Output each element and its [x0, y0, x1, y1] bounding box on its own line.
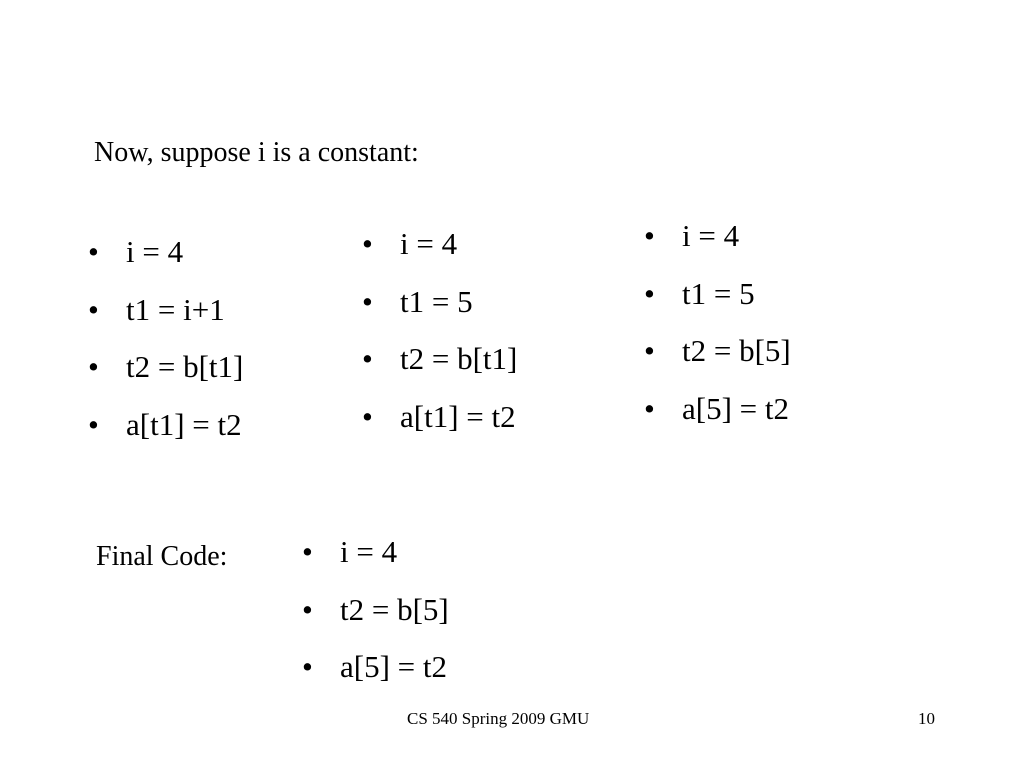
- bullet-icon: •: [362, 341, 373, 376]
- code-line-text: i = 4: [682, 218, 740, 253]
- code-line: [302, 534, 449, 570]
- footer-course-label: CS 540 Spring 2009 GMU: [407, 709, 590, 728]
- bullet-icon: •: [362, 398, 373, 434]
- code-line-text: i = 4: [340, 534, 398, 569]
- code-line: [644, 333, 791, 369]
- code-line-text: a[5] = t2: [340, 649, 448, 684]
- code-line: [644, 276, 791, 312]
- bullet-icon: •: [302, 591, 313, 627]
- code-line-text: t2 = b[t1]: [400, 341, 518, 376]
- code-line-text: a[t1] = t2: [126, 406, 242, 442]
- code-line-text: t1 = 5: [682, 275, 755, 311]
- code-line-text: i = 4: [400, 226, 458, 261]
- code-line-text: t2 = b[5]: [682, 333, 791, 368]
- bullet-icon: •: [362, 283, 373, 319]
- code-line: [302, 649, 449, 685]
- code-line: [362, 341, 517, 377]
- code-line: [88, 349, 243, 385]
- code-column-2: [362, 226, 517, 456]
- code-line-text: a[t1] = t2: [400, 398, 516, 434]
- code-line: [302, 592, 449, 628]
- bullet-icon: •: [88, 349, 99, 384]
- bullet-icon: •: [88, 291, 99, 327]
- final-code-label: Final Code:: [96, 541, 228, 572]
- code-line-text: a[5] = t2: [682, 390, 790, 426]
- final-code-list: [302, 534, 449, 707]
- slide-page-number: 10: [918, 709, 935, 728]
- bullet-icon: •: [88, 406, 99, 442]
- code-line-text: t2 = b[t1]: [126, 349, 244, 384]
- code-column-3: [644, 218, 791, 448]
- code-line-text: t2 = b[5]: [340, 591, 449, 627]
- bullet-icon: •: [644, 333, 655, 368]
- code-line: [644, 218, 791, 254]
- code-line: [88, 407, 243, 443]
- bullet-icon: •: [88, 234, 99, 269]
- code-line: [88, 292, 243, 328]
- code-line-text: t1 = i+1: [126, 291, 225, 327]
- code-line: [362, 399, 517, 435]
- code-line: [88, 234, 243, 270]
- bullet-icon: •: [644, 275, 655, 311]
- bullet-icon: •: [302, 534, 313, 569]
- code-line: [362, 284, 517, 320]
- code-line-text: t1 = 5: [400, 283, 473, 319]
- bullet-icon: •: [362, 226, 373, 261]
- code-line: [644, 391, 791, 427]
- code-line-text: i = 4: [126, 234, 184, 269]
- bullet-icon: •: [302, 649, 313, 684]
- bullet-icon: •: [644, 218, 655, 253]
- code-column-1: [88, 234, 243, 464]
- slide-heading: Now, suppose i is a constant:: [94, 137, 419, 168]
- code-line: [362, 226, 517, 262]
- bullet-icon: •: [644, 390, 655, 426]
